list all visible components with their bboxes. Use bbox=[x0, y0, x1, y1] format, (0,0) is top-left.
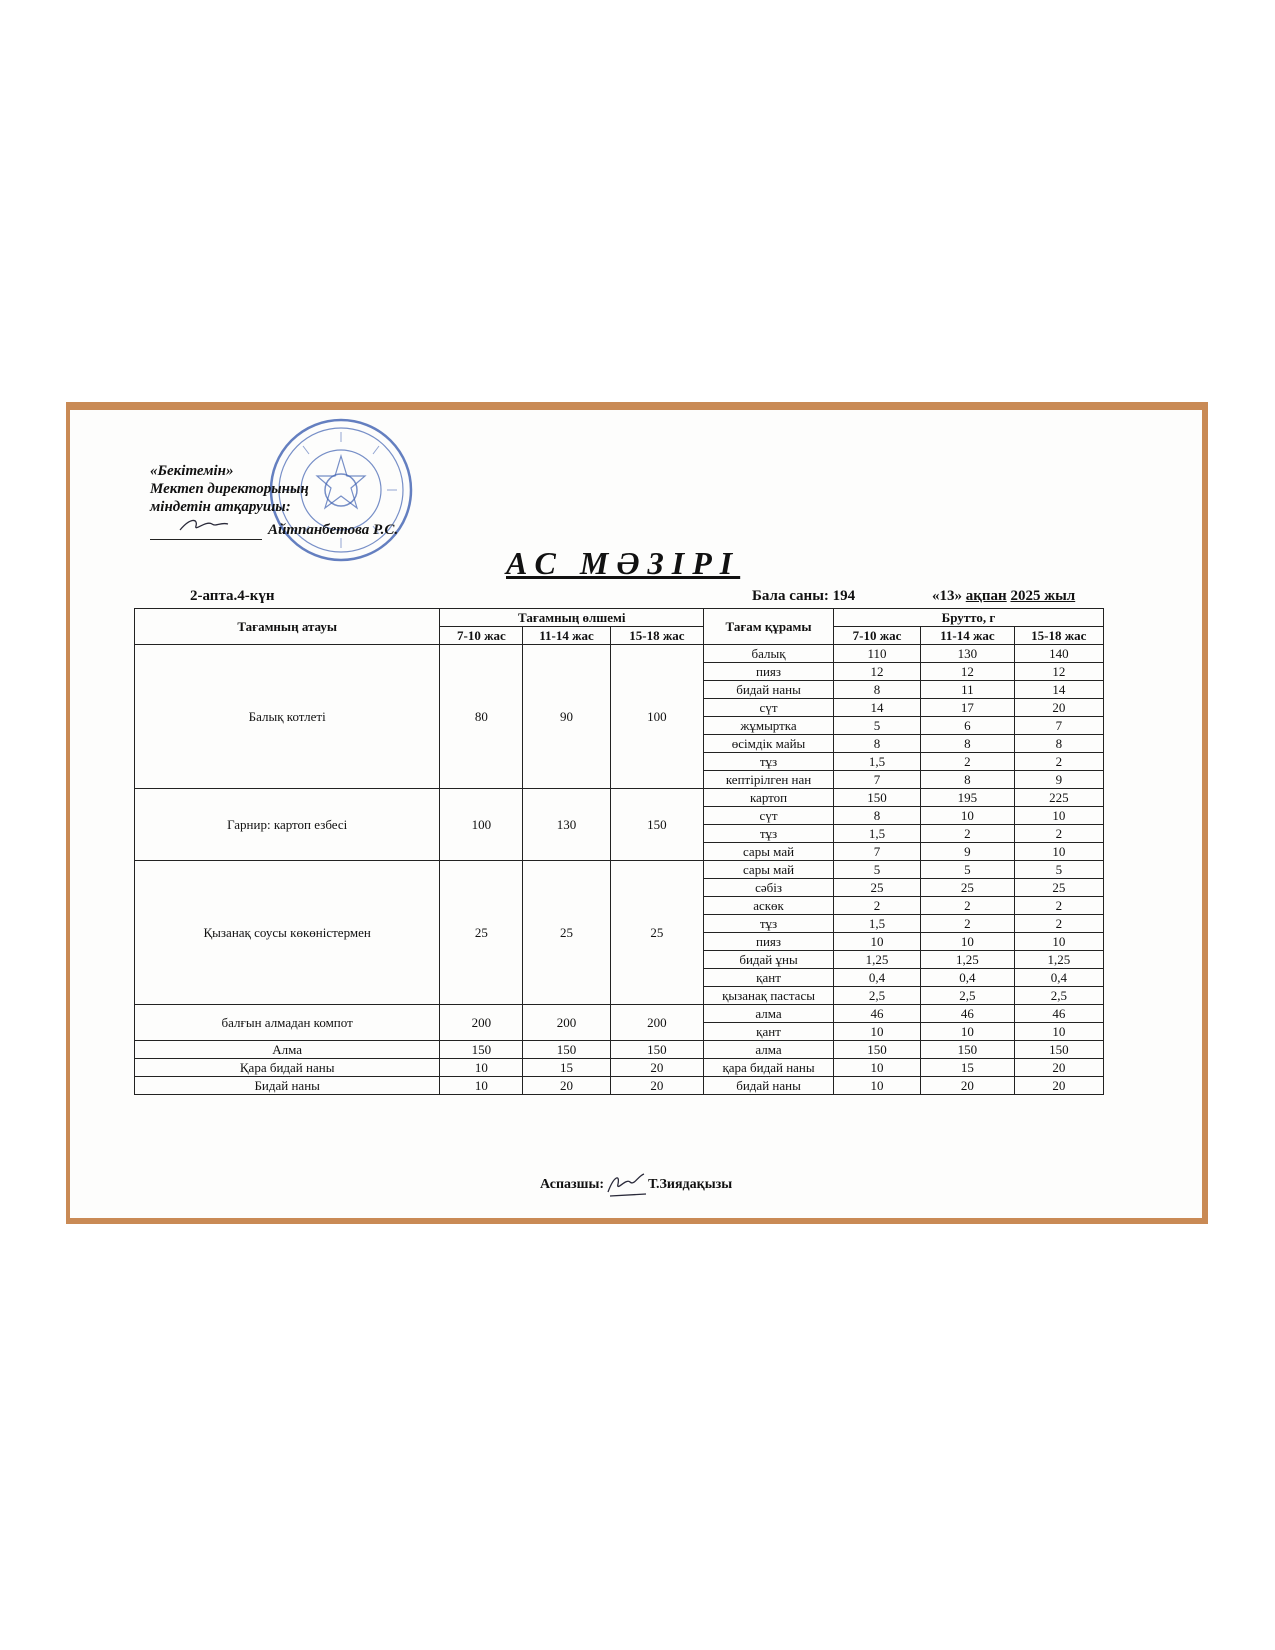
gross-value-cell: 25 bbox=[833, 879, 920, 897]
gross-value-cell: 9 bbox=[1014, 771, 1103, 789]
ingredient-name-cell: тұз bbox=[704, 753, 834, 771]
gross-value-cell: 2 bbox=[921, 753, 1014, 771]
gross-value-cell: 25 bbox=[921, 879, 1014, 897]
gross-value-cell: 7 bbox=[1014, 717, 1103, 735]
gross-value-cell: 150 bbox=[833, 789, 920, 807]
gross-value-cell: 6 bbox=[921, 717, 1014, 735]
ingredient-name-cell: өсімдік майы bbox=[704, 735, 834, 753]
header-age-group: 15-18 жас bbox=[610, 627, 703, 645]
ingredient-name-cell: жұмыртка bbox=[704, 717, 834, 735]
portion-cell: 20 bbox=[610, 1059, 703, 1077]
table-row bbox=[135, 1041, 1104, 1059]
portion-cell: 90 bbox=[523, 645, 610, 789]
gross-value-cell: 130 bbox=[921, 645, 1014, 663]
table-row bbox=[135, 789, 1104, 807]
gross-value-cell: 17 bbox=[921, 699, 1014, 717]
header-age-group: 11-14 жас bbox=[921, 627, 1014, 645]
director-signature bbox=[150, 516, 262, 540]
table-row bbox=[135, 1005, 1104, 1023]
gross-value-cell: 5 bbox=[833, 861, 920, 879]
director-signature-icon bbox=[150, 516, 240, 534]
gross-value-cell: 0,4 bbox=[1014, 969, 1103, 987]
portion-cell: 25 bbox=[440, 861, 523, 1005]
portion-cell: 130 bbox=[523, 789, 610, 861]
portion-cell: 20 bbox=[523, 1077, 610, 1095]
dish-name-cell: Қара бидай наны bbox=[135, 1059, 440, 1077]
portion-cell: 80 bbox=[440, 645, 523, 789]
gross-value-cell: 8 bbox=[921, 735, 1014, 753]
gross-value-cell: 2 bbox=[921, 915, 1014, 933]
gross-value-cell: 1,5 bbox=[833, 825, 920, 843]
header-gross: Брутто, г bbox=[833, 609, 1103, 627]
ingredient-name-cell: сүт bbox=[704, 699, 834, 717]
portion-cell: 20 bbox=[610, 1077, 703, 1095]
date-day: «13» bbox=[932, 588, 962, 604]
cook-name: Т.Зиядақызы bbox=[648, 1177, 733, 1193]
table-row bbox=[135, 645, 1104, 663]
portion-cell: 150 bbox=[523, 1041, 610, 1059]
header-portion: Тағамның өлшемі bbox=[440, 609, 704, 627]
week-day-label: 2-апта.4-күн bbox=[190, 588, 275, 604]
gross-value-cell: 2 bbox=[1014, 915, 1103, 933]
gross-value-cell: 10 bbox=[833, 1059, 920, 1077]
ingredient-name-cell: қара бидай наны bbox=[704, 1059, 834, 1077]
ingredient-name-cell: тұз bbox=[704, 825, 834, 843]
approval-block bbox=[150, 462, 398, 540]
ingredient-name-cell: сәбіз bbox=[704, 879, 834, 897]
gross-value-cell: 10 bbox=[921, 933, 1014, 951]
gross-value-cell: 1,5 bbox=[833, 915, 920, 933]
table-row bbox=[135, 1077, 1104, 1095]
gross-value-cell: 10 bbox=[921, 1023, 1014, 1041]
approval-line-2: Мектеп директорының bbox=[150, 481, 309, 497]
gross-value-cell: 2,5 bbox=[1014, 987, 1103, 1005]
portion-cell: 10 bbox=[440, 1077, 523, 1095]
gross-value-cell: 10 bbox=[1014, 843, 1103, 861]
menu-table-body bbox=[135, 645, 1104, 1095]
portion-cell: 15 bbox=[523, 1059, 610, 1077]
gross-value-cell: 8 bbox=[833, 681, 920, 699]
ingredient-name-cell: алма bbox=[704, 1005, 834, 1023]
date-year: 2025 жыл bbox=[1010, 588, 1076, 604]
gross-value-cell: 8 bbox=[833, 735, 920, 753]
dish-name-cell: Бидай наны bbox=[135, 1077, 440, 1095]
gross-value-cell: 140 bbox=[1014, 645, 1103, 663]
ingredient-name-cell: бидай наны bbox=[704, 681, 834, 699]
ingredient-name-cell: пияз bbox=[704, 663, 834, 681]
cook-label: Аспазшы: bbox=[540, 1177, 605, 1193]
ingredient-name-cell: сары май bbox=[704, 843, 834, 861]
portion-cell: 25 bbox=[610, 861, 703, 1005]
portion-cell: 150 bbox=[610, 789, 703, 861]
gross-value-cell: 0,4 bbox=[921, 969, 1014, 987]
portion-cell: 200 bbox=[610, 1005, 703, 1041]
gross-value-cell: 2 bbox=[1014, 897, 1103, 915]
gross-value-cell: 20 bbox=[1014, 1077, 1103, 1095]
gross-value-cell: 7 bbox=[833, 843, 920, 861]
approval-signature-row bbox=[150, 516, 398, 540]
gross-value-cell: 46 bbox=[1014, 1005, 1103, 1023]
child-count-label: Бала саны: 194 bbox=[752, 588, 856, 604]
portion-cell: 100 bbox=[440, 789, 523, 861]
gross-value-cell: 10 bbox=[1014, 1023, 1103, 1041]
gross-value-cell: 10 bbox=[833, 1077, 920, 1095]
ingredient-name-cell: қант bbox=[704, 969, 834, 987]
gross-value-cell: 150 bbox=[1014, 1041, 1103, 1059]
gross-value-cell: 9 bbox=[921, 843, 1014, 861]
ingredient-name-cell: сүт bbox=[704, 807, 834, 825]
ingredient-name-cell: кептірілген нан bbox=[704, 771, 834, 789]
gross-value-cell: 150 bbox=[833, 1041, 920, 1059]
ingredient-name-cell: қызанақ пастасы bbox=[704, 987, 834, 1005]
header-dish-name: Тағамның атауы bbox=[135, 609, 440, 645]
dish-name-cell: Балық котлеті bbox=[135, 645, 440, 789]
ingredient-name-cell: пияз bbox=[704, 933, 834, 951]
table-row bbox=[135, 1059, 1104, 1077]
gross-value-cell: 46 bbox=[833, 1005, 920, 1023]
ingredient-name-cell: сары май bbox=[704, 861, 834, 879]
gross-value-cell: 10 bbox=[921, 807, 1014, 825]
cook-signature-icon bbox=[604, 1172, 648, 1198]
gross-value-cell: 14 bbox=[1014, 681, 1103, 699]
gross-value-cell: 2,5 bbox=[921, 987, 1014, 1005]
header-age-group: 11-14 жас bbox=[523, 627, 610, 645]
gross-value-cell: 2,5 bbox=[833, 987, 920, 1005]
gross-value-cell: 5 bbox=[833, 717, 920, 735]
gross-value-cell: 195 bbox=[921, 789, 1014, 807]
ingredient-name-cell: бидай наны bbox=[704, 1077, 834, 1095]
portion-cell: 10 bbox=[440, 1059, 523, 1077]
ingredient-name-cell: картоп bbox=[704, 789, 834, 807]
approval-line-1: «Бекітемін» bbox=[150, 463, 234, 479]
gross-value-cell: 2 bbox=[921, 825, 1014, 843]
gross-value-cell: 12 bbox=[921, 663, 1014, 681]
gross-value-cell: 20 bbox=[921, 1077, 1014, 1095]
gross-value-cell: 8 bbox=[833, 807, 920, 825]
gross-value-cell: 25 bbox=[1014, 879, 1103, 897]
portion-cell: 150 bbox=[610, 1041, 703, 1059]
ingredient-name-cell: алма bbox=[704, 1041, 834, 1059]
gross-value-cell: 1,25 bbox=[1014, 951, 1103, 969]
gross-value-cell: 225 bbox=[1014, 789, 1103, 807]
menu-table bbox=[134, 608, 1104, 1095]
ingredient-name-cell: қант bbox=[704, 1023, 834, 1041]
header-age-group: 15-18 жас bbox=[1014, 627, 1103, 645]
dish-name-cell: Қызанақ соусы көкөністермен bbox=[135, 861, 440, 1005]
gross-value-cell: 20 bbox=[1014, 699, 1103, 717]
gross-value-cell: 0,4 bbox=[833, 969, 920, 987]
gross-value-cell: 10 bbox=[833, 933, 920, 951]
gross-value-cell: 5 bbox=[921, 861, 1014, 879]
gross-value-cell: 10 bbox=[1014, 807, 1103, 825]
gross-value-cell: 2 bbox=[921, 897, 1014, 915]
dish-name-cell: балғын алмадан компот bbox=[135, 1005, 440, 1041]
ingredient-name-cell: аскөк bbox=[704, 897, 834, 915]
gross-value-cell: 2 bbox=[1014, 825, 1103, 843]
gross-value-cell: 12 bbox=[833, 663, 920, 681]
gross-value-cell: 1,25 bbox=[833, 951, 920, 969]
ingredient-name-cell: тұз bbox=[704, 915, 834, 933]
gross-value-cell: 15 bbox=[921, 1059, 1014, 1077]
table-row bbox=[135, 861, 1104, 879]
menu-sheet bbox=[70, 410, 1202, 1218]
portion-cell: 100 bbox=[610, 645, 703, 789]
gross-value-cell: 110 bbox=[833, 645, 920, 663]
gross-value-cell: 46 bbox=[921, 1005, 1014, 1023]
portion-cell: 25 bbox=[523, 861, 610, 1005]
director-name: Айтпанбетова Р.С. bbox=[268, 522, 399, 538]
gross-value-cell: 12 bbox=[1014, 663, 1103, 681]
header-age-group: 7-10 жас bbox=[833, 627, 920, 645]
gross-value-cell: 20 bbox=[1014, 1059, 1103, 1077]
gross-value-cell: 1,25 bbox=[921, 951, 1014, 969]
gross-value-cell: 150 bbox=[921, 1041, 1014, 1059]
menu-date bbox=[932, 588, 1075, 605]
gross-value-cell: 1,5 bbox=[833, 753, 920, 771]
header-ingredients: Тағам құрамы bbox=[704, 609, 834, 645]
gross-value-cell: 2 bbox=[833, 897, 920, 915]
cook-signature-block bbox=[540, 1172, 732, 1198]
ingredient-name-cell: бидай ұны bbox=[704, 951, 834, 969]
page-title: АС МӘЗІРІ bbox=[506, 545, 741, 581]
dish-name-cell: Гарнир: картоп езбесі bbox=[135, 789, 440, 861]
gross-value-cell: 5 bbox=[1014, 861, 1103, 879]
approval-line-3: міндетін атқарушы: bbox=[150, 499, 291, 515]
dish-name-cell: Алма bbox=[135, 1041, 440, 1059]
portion-cell: 200 bbox=[523, 1005, 610, 1041]
date-month: ақпан bbox=[965, 588, 1007, 604]
gross-value-cell: 8 bbox=[921, 771, 1014, 789]
gross-value-cell: 2 bbox=[1014, 753, 1103, 771]
gross-value-cell: 8 bbox=[1014, 735, 1103, 753]
gross-value-cell: 14 bbox=[833, 699, 920, 717]
portion-cell: 200 bbox=[440, 1005, 523, 1041]
gross-value-cell: 10 bbox=[1014, 933, 1103, 951]
gross-value-cell: 11 bbox=[921, 681, 1014, 699]
gross-value-cell: 7 bbox=[833, 771, 920, 789]
ingredient-name-cell: балық bbox=[704, 645, 834, 663]
gross-value-cell: 10 bbox=[833, 1023, 920, 1041]
header-age-group: 7-10 жас bbox=[440, 627, 523, 645]
portion-cell: 150 bbox=[440, 1041, 523, 1059]
